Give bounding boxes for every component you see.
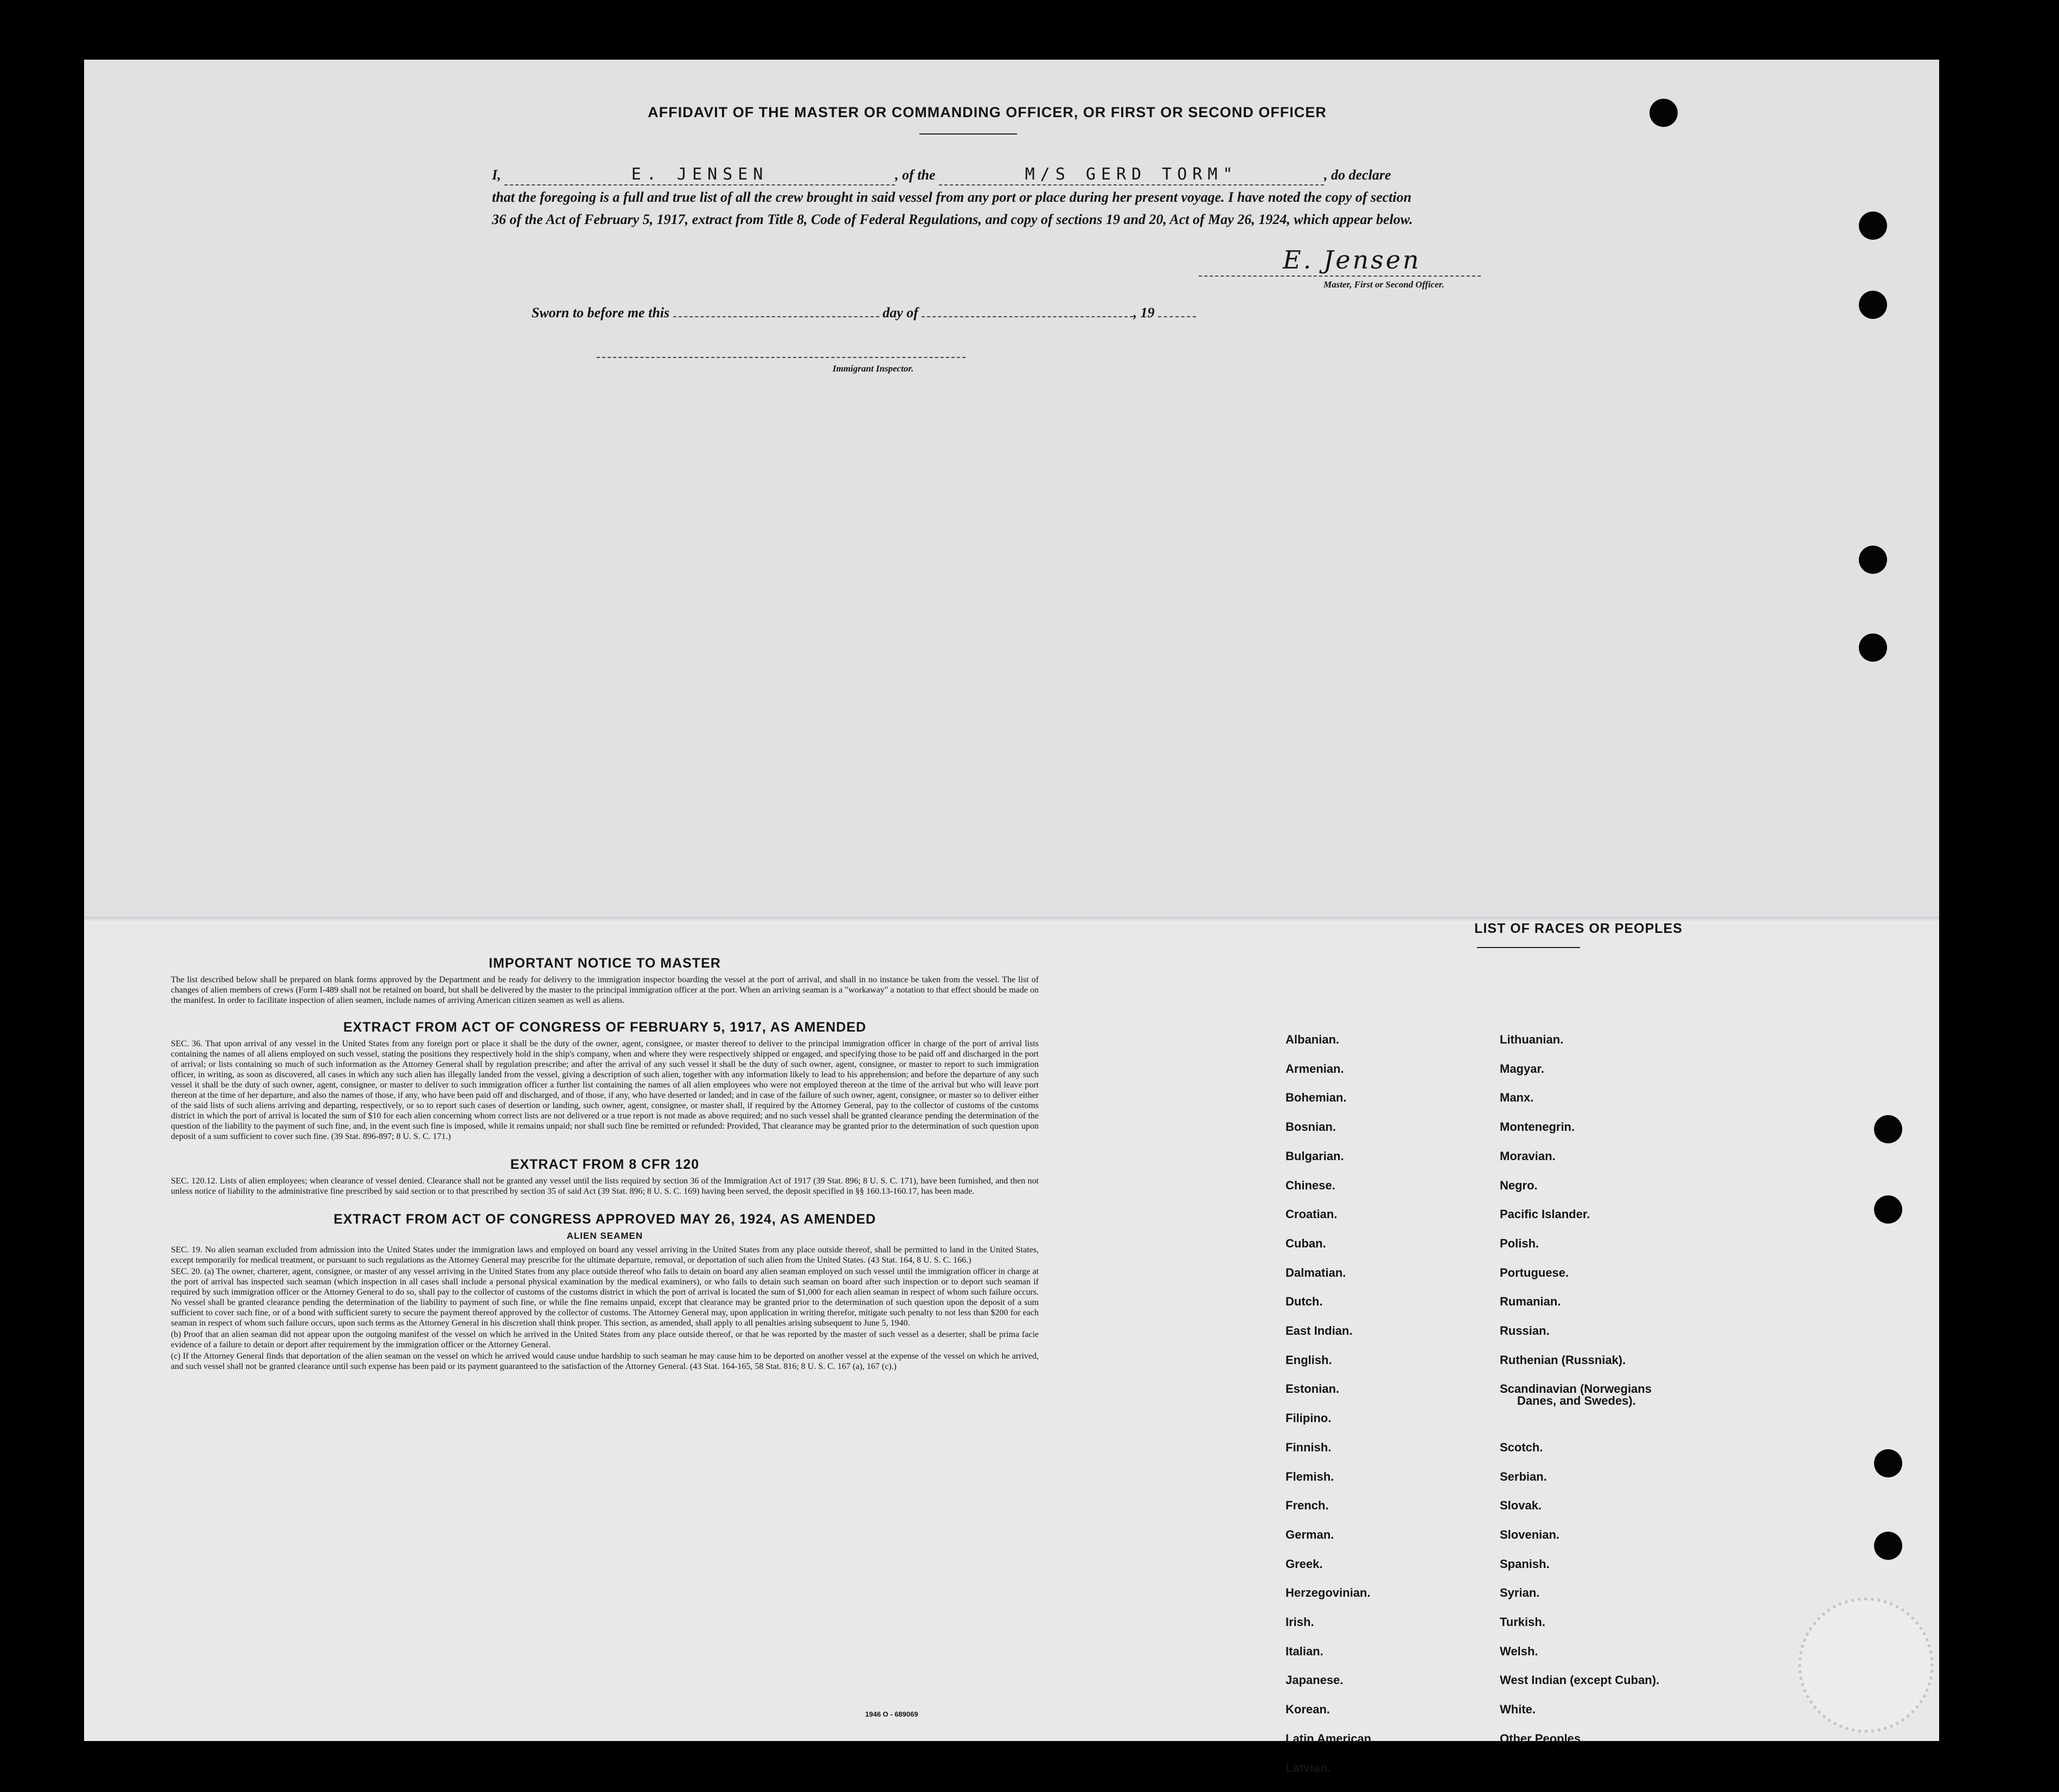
legal-notices-column bbox=[171, 956, 1039, 1372]
race-item-right: Spanish. bbox=[1500, 1557, 1550, 1571]
races-heading: LIST OF RACES OR PEOPLES bbox=[1474, 921, 1683, 936]
race-item-left: French. bbox=[1286, 1499, 1329, 1513]
do-declare-label: , do declare bbox=[1324, 167, 1391, 183]
punch-hole bbox=[1859, 546, 1887, 574]
race-item-left: Latin American. bbox=[1286, 1731, 1375, 1745]
title-rule bbox=[919, 133, 1017, 135]
officer-name-field bbox=[504, 165, 895, 185]
race-item-right: Russian. bbox=[1500, 1324, 1550, 1337]
race-item-right: Slovak. bbox=[1500, 1499, 1542, 1513]
punch-hole bbox=[1649, 99, 1678, 127]
i-label: I, bbox=[492, 167, 501, 183]
punch-hole bbox=[1874, 1449, 1902, 1477]
race-item-left: Flemish. bbox=[1286, 1469, 1334, 1483]
race-item-left: English. bbox=[1286, 1353, 1332, 1367]
race-item-right: Serbian. bbox=[1500, 1469, 1547, 1483]
race-item-left: Bosnian. bbox=[1286, 1120, 1336, 1134]
race-item-right: Montenegrin. bbox=[1500, 1120, 1575, 1134]
race-item-right: Negro. bbox=[1500, 1178, 1538, 1192]
race-item-left: Japanese. bbox=[1286, 1673, 1344, 1687]
race-item-left: Dutch. bbox=[1286, 1295, 1323, 1309]
extract-cfr-text: SEC. 120.12. Lists of alien employees; when clearance of vessel denied. Clearance shall not be granted any vessel until the lists required by section 36 of the Immigration Act of 1917 (39 Stat. 896; 8 U. S. C. 171), have been furnished, and then not unless notice of liability to the administrative fine prescribed by said section or to that prescribed by section 35 of said Act (39 Stat. 896; 8 U. S. C. 169) having been served, the deposit specified in §§ 160.13-160.17, has been made. bbox=[171, 1176, 1039, 1196]
notice-text: The list described below shall be prepared on blank forms approved by the Department and be ready for delivery to the immigration inspector boarding the vessel at the port of arrival, and shall in no instance be taken from the vessel. The list of changes of alien members of crews (Form I-489 shall not be retained on board, but shall be delivered by the master to the principal immigration officer at the port. When an arriving seaman is a "workaway" a notation to that effect should be made on the manifest. In order to facilitate inspection of alien seamen, include names of arriving American citizen seamen as well as aliens. bbox=[171, 975, 1039, 1005]
sworn-line bbox=[532, 305, 1196, 321]
embossed-seal bbox=[1798, 1597, 1934, 1733]
race-item-left: Bulgarian. bbox=[1286, 1149, 1344, 1163]
race-item-left: Estonian. bbox=[1286, 1382, 1340, 1396]
race-item-left: Croatian. bbox=[1286, 1207, 1338, 1221]
race-item-right: Syrian. bbox=[1500, 1586, 1540, 1600]
race-item-left: Herzegovinian. bbox=[1286, 1586, 1371, 1600]
punch-hole bbox=[1874, 1532, 1902, 1560]
extract-cfr-heading: EXTRACT FROM 8 CFR 120 bbox=[510, 1157, 700, 1172]
race-item-right: Other Peoples. bbox=[1500, 1731, 1584, 1745]
race-item-right: Welsh. bbox=[1500, 1644, 1538, 1658]
punch-hole bbox=[1859, 212, 1887, 240]
race-item-left: Armenian. bbox=[1286, 1061, 1344, 1076]
alien-seamen-subheading: ALIEN SEAMEN bbox=[566, 1231, 643, 1241]
race-item-left: Korean. bbox=[1286, 1703, 1330, 1717]
race-item-right: Pacific Islander. bbox=[1500, 1207, 1590, 1221]
race-item-left: East Indian. bbox=[1286, 1324, 1353, 1337]
race-item-right: Slovenian. bbox=[1500, 1527, 1560, 1541]
race-item-right: Rumanian. bbox=[1500, 1295, 1561, 1309]
race-item-left: Latvian. bbox=[1286, 1761, 1331, 1775]
of-the-label: , of the bbox=[895, 167, 936, 183]
sec20b-text: (b) Proof that an alien seaman did not appear upon the outgoing manifest of the vessel on which he arrived in the United States from any place outside thereof, or that he was reported by the master of such vessel as a deserter, shall be prima facie evidence of a failure to detain or deport after requirement by the immigration officer or the Attorney General. bbox=[171, 1330, 1039, 1349]
race-item-right: Ruthenian (Russniak). bbox=[1500, 1353, 1626, 1367]
race-item-right: Scandinavian (Norwegians bbox=[1500, 1382, 1652, 1396]
signature-label: Master, First or Second Officer. bbox=[1323, 279, 1444, 290]
declaration-text: that the foregoing is a full and true list of all the crew brought in said vessel from any port or place during her present voyage. I have noted the copy of section 36 of the Act of February 5, 1917, extract from Title 8, Code of Federal Regulations, and copy of sections 19 and 20, Act of May 26, 1924, which appear below. bbox=[492, 189, 1413, 227]
race-item-right: White. bbox=[1500, 1703, 1536, 1717]
race-item-left: Irish. bbox=[1286, 1615, 1314, 1629]
sec20a-text: SEC. 20. (a) The owner, charterer, agent, consignee, or master of any vessel arriving in the United States from any place outside thereof who fails to detain on board any alien seaman employed on such vessel until the immigration officer in charge at the port of arrival has inspected such seaman (which inspection in all cases shall include a personal physical examination by the medical examiners), or who fails to detain such seaman on board after such inspection or to deport such seaman if required by such immigration officer or the Attorney General to do so, shall pay to the collector of customs of the customs district in which the port of arrival is located the sum of $1,000 for each alien seaman in respect of whom such failure occurs. No vessel shall be granted clearance pending the determination of the liability to payment of such fine, or while the fine remains unpaid, except that clearance may be granted prior to the determination of such question upon the deposit of a sum sufficient to cover such fine, or of a bond with sufficient surety to secure the payment thereof approved by the collector of customs. The Attorney General may, upon application in writing therefor, mitigate such penalty to not less than $200 for each seaman in respect of whom such failure occurs, upon such terms as the Attorney General in his discretion shall think proper. This section, as amended, shall apply to all penalties arising subsequent to June 5, 1940. bbox=[171, 1267, 1039, 1328]
sec19-text: SEC. 19. No alien seaman excluded from admission into the United States under the immigration laws and employed on board any vessel arriving in the United States from any place outside thereof, shall be permitted to land in the United States, except temporarily for medical treatment, or pursuant to such regulations as the Attorney General may prescribe for the ultimate departure, removal, or deportation of such alien from the United States. (43 Stat. 164, 8 U. S. C. 166.) bbox=[171, 1245, 1039, 1265]
race-item-left: Greek. bbox=[1286, 1557, 1323, 1571]
races-rule bbox=[1477, 947, 1580, 948]
punch-hole bbox=[1859, 633, 1887, 662]
inspector-label: Immigrant Inspector. bbox=[833, 363, 914, 374]
declaration-block bbox=[492, 164, 1577, 231]
race-item-left: Finnish. bbox=[1286, 1440, 1332, 1454]
notice-heading: IMPORTANT NOTICE TO MASTER bbox=[489, 956, 721, 971]
race-item-left: Dalmatian. bbox=[1286, 1265, 1346, 1279]
race-item-left: German. bbox=[1286, 1527, 1334, 1541]
race-item-left: Cuban. bbox=[1286, 1236, 1326, 1250]
extract-1924-heading: EXTRACT FROM ACT OF CONGRESS APPROVED MAY 26, 1924, AS AMENDED bbox=[333, 1212, 877, 1227]
race-item-left: Bohemian. bbox=[1286, 1091, 1347, 1105]
extract-1917-heading: EXTRACT FROM ACT OF CONGRESS OF FEBRUARY 5, 1917, AS AMENDED bbox=[343, 1020, 867, 1035]
vessel-name: M/S GERD TORM" bbox=[1025, 165, 1238, 184]
sworn-month-field bbox=[922, 305, 1133, 317]
inspector-signature-line bbox=[597, 357, 965, 358]
sworn-label: Sworn to before me this bbox=[532, 305, 670, 321]
race-item-left: Albanian. bbox=[1286, 1033, 1340, 1046]
sworn-day-field bbox=[673, 305, 879, 317]
extract-1917-text: SEC. 36. That upon arrival of any vessel in the United States from any foreign port or place it shall be the duty of the owner, agent, consignee, or master thereof to deliver to the principal immigration officer in charge of the port of arrival lists containing the names of all aliens employed on such vessel, stating the positions they respectively hold in the ship's company, when and where they were respectively shipped or engaged, and specifying those to be paid off and discharged in the port of arrival; or lists containing so much of such information as the Attorney General shall by regulation prescribe; and after the arrival of any such vessel it shall be the duty of such owner, agent, consignee, or master to report to such immigration officer, in writing, as soon as discovered, all cases in which any such alien has illegally landed from the vessel, giving a description of such alien, together with any information likely to lead to his apprehension; and before the departure of any such vessel it shall be the duty of such owner, agent, consignee, or master to deliver to such immigration officer a further list containing the names of all alien employees who were not employed thereon at the time of the arrival but who will leave port thereon at the time of her departure, and also the names of those, if any, who have been paid off and discharged, and of those, if any, who have deserted or landed; and in case of the failure of such owner, agent, consignee, or master so to deliver either of the said lists of such aliens arriving and departing, respectively, or so to report such cases of desertion or landing, such owner, agent, consignee, or master shall, if required by the Attorney General, pay to the collector of customs of the customs district in which the port of arrival is located the sum of $10 for each alien concerning whom correct lists are not delivered or a true report is not made as above required; and no such vessel shall be granted clearance pending the determination of the question of the liability to the payment of such fine, and, in the event such fine is imposed, while it remains unpaid; nor shall such fine be remitted or refunded: Provided, That clearance may be granted prior to the determination of such question upon deposit of a sum sufficient to cover such fine. (39 Stat. 896-897; 8 U. S. C. 171.) bbox=[171, 1039, 1039, 1141]
race-item-right: Manx. bbox=[1500, 1091, 1534, 1105]
affidavit-title: AFFIDAVIT OF THE MASTER OR COMMANDING OFFICER, OR FIRST OR SECOND OFFICER bbox=[648, 104, 1327, 120]
race-item-right: Turkish. bbox=[1500, 1615, 1545, 1629]
punch-hole bbox=[1874, 1195, 1902, 1224]
print-number: 1946 O - 689069 bbox=[865, 1710, 918, 1718]
race-item-right: Lithuanian. bbox=[1500, 1033, 1564, 1046]
vessel-name-field bbox=[939, 165, 1324, 185]
race-item-right: Magyar. bbox=[1500, 1061, 1544, 1076]
signature-line bbox=[1199, 276, 1481, 277]
race-item-right: West Indian (except Cuban). bbox=[1500, 1673, 1660, 1687]
race-item-left: Chinese. bbox=[1286, 1178, 1335, 1192]
race-item-right: Portuguese. bbox=[1500, 1265, 1569, 1279]
officer-signature: E. Jensen bbox=[1283, 245, 1421, 274]
race-item-left: Filipino. bbox=[1286, 1411, 1332, 1425]
document-page bbox=[84, 60, 1939, 1775]
year-label: , 19 bbox=[1133, 305, 1155, 321]
race-item-right: Danes, and Swedes). bbox=[1517, 1394, 1636, 1408]
sec20c-text: (c) If the Attorney General finds that deportation of the alien seaman on the vessel on which he arrived would cause undue hardship to such seaman he may cause him to be deported on another vessel at the expense of the vessel on which he arrived, and such vessel shall not be granted clearance until such expense has been paid or its payment guaranteed to the satisfaction of the Attorney General. (43 Stat. 164-165, 58 Stat. 816; 8 U. S. C. 167 (a), 167 (c).) bbox=[171, 1352, 1039, 1371]
punch-hole bbox=[1859, 291, 1887, 319]
sworn-year-field bbox=[1158, 305, 1196, 317]
race-item-right: Polish. bbox=[1500, 1236, 1539, 1250]
day-of-label: day of bbox=[883, 305, 918, 321]
race-item-left: Italian. bbox=[1286, 1644, 1323, 1658]
race-item-right: Scotch. bbox=[1500, 1440, 1543, 1454]
race-item-right: Moravian. bbox=[1500, 1149, 1556, 1163]
punch-hole bbox=[1874, 1115, 1902, 1143]
officer-name: E. JENSEN bbox=[631, 165, 769, 184]
